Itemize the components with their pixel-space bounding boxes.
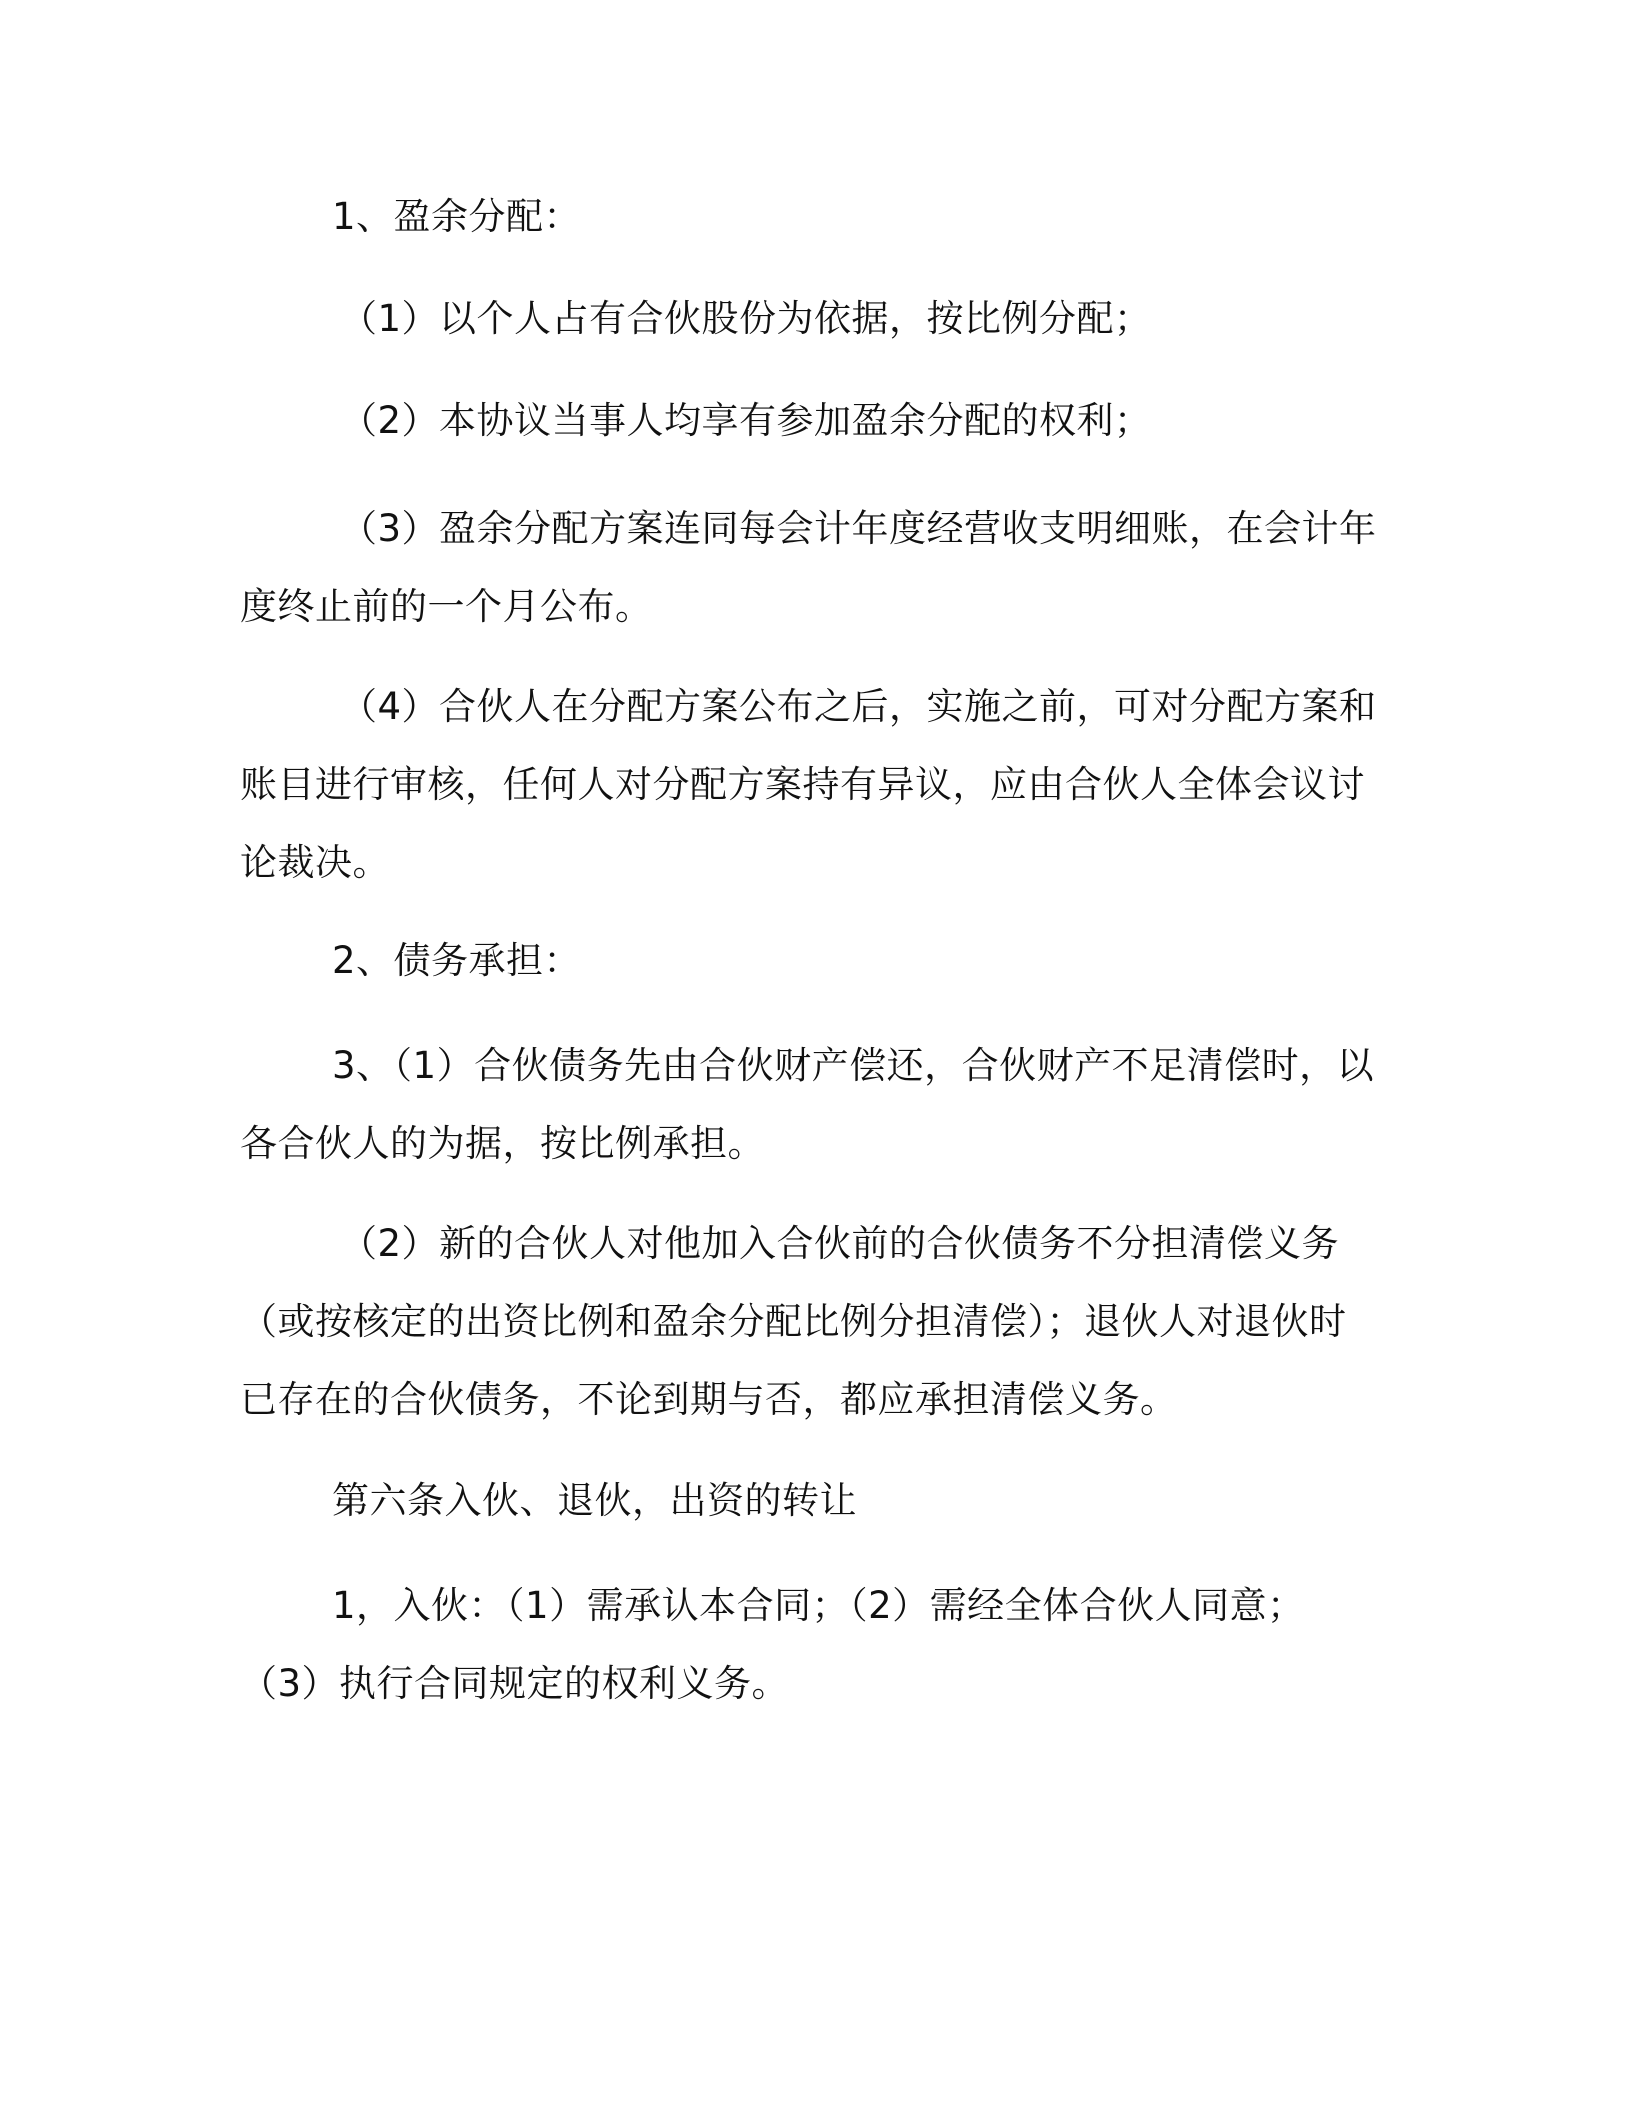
- text-line: （2）本协议当事人均享有参加盈余分配的权利；: [340, 399, 1152, 442]
- text-line: （4）合伙人在分配方案公布之后，实施之前，可对分配方案和: [340, 685, 1377, 728]
- text-line: （3）执行合同规定的权利义务。: [240, 1662, 790, 1705]
- text-line: （1）以个人占有合伙股份为依据，按比例分配；: [340, 297, 1152, 340]
- paragraph-debt-item-1: [240, 1027, 1380, 1183]
- paragraph-profit-distribution-heading: [240, 178, 1380, 256]
- text-line: 2、债务承担：: [332, 939, 582, 982]
- text-line: 1，入伙：（1）需承认本合同；（2）需经全体合伙人同意；: [332, 1584, 1305, 1627]
- text-line: 3、（1）合伙债务先由合伙财产偿还，合伙财产不足清偿时，以: [332, 1044, 1375, 1087]
- text-line: 第六条入伙、退伙，出资的转让: [332, 1479, 857, 1522]
- text-line: 度终止前的一个月公布。: [240, 585, 653, 628]
- paragraph-debt-heading: [240, 922, 1380, 1000]
- text-line: （2）新的合伙人对他加入合伙前的合伙债务不分担清偿义务: [340, 1222, 1340, 1265]
- paragraph-profit-item-3: [240, 490, 1380, 646]
- text-line: 各合伙人的为据，按比例承担。: [240, 1122, 765, 1165]
- text-line: 账目进行审核，任何人对分配方案持有异议，应由合伙人全体会议讨: [240, 763, 1365, 806]
- paragraph-debt-item-2: [240, 1205, 1380, 1439]
- text-line: 已存在的合伙债务，不论到期与否，都应承担清偿义务。: [240, 1378, 1178, 1421]
- paragraph-profit-item-2: [240, 382, 1380, 460]
- text-line: 论裁决。: [240, 841, 390, 884]
- paragraph-profit-item-1: [240, 280, 1380, 358]
- text-line: （3）盈余分配方案连同每会计年度经营收支明细账，在会计年: [340, 507, 1377, 550]
- text-line: （或按核定的出资比例和盈余分配比例分担清偿）；退伙人对退伙时: [240, 1300, 1347, 1343]
- paragraph-profit-item-4: [240, 668, 1380, 902]
- paragraph-article-six-heading: [240, 1462, 1380, 1540]
- paragraph-admission: [240, 1567, 1380, 1723]
- text-line: 1、盈余分配：: [332, 195, 582, 238]
